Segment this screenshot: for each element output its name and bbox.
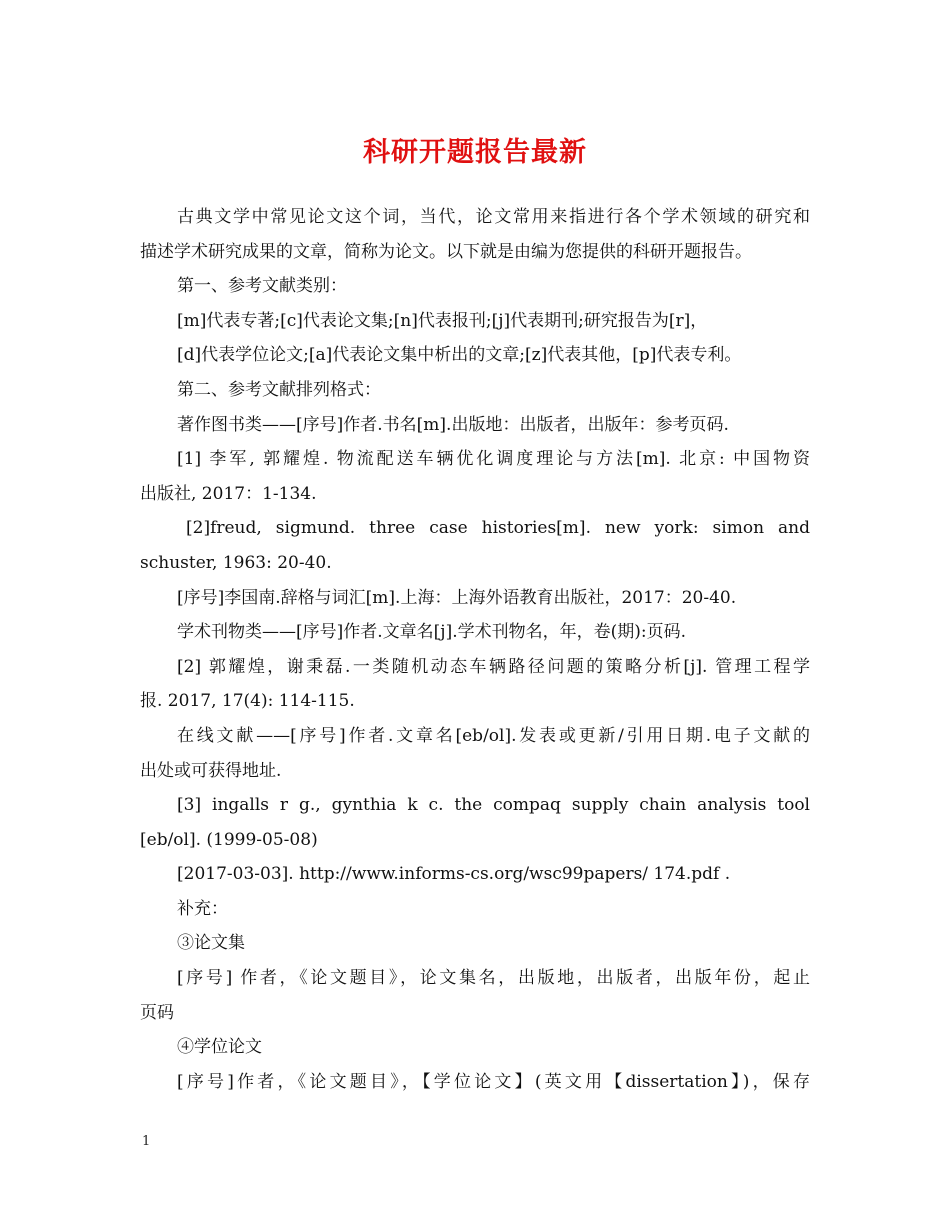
reference-line: [2]freud, sigmund. three case histories[m]. new york: simon and [186, 518, 810, 539]
document-title: 科研开题报告最新 [363, 137, 587, 168]
list-item-heading: ④学位论文 [177, 1037, 262, 1058]
paragraph-line: 出处或可获得地址. [140, 760, 282, 781]
list-item-heading: ③论文集 [177, 933, 245, 954]
reference-line: 出版社, 2017：1-134. [140, 483, 317, 504]
section-heading: 第二、参考文献排列格式： [177, 379, 381, 400]
reference-line: [eb/ol]. (1999-05-08) [140, 829, 318, 850]
reference-line: [序号]李国南.辞格与词汇[m].上海：上海外语教育出版社，2017：20-40. [177, 587, 737, 608]
page-number: 1 [142, 1134, 151, 1149]
paragraph-line: [m]代表专著;[c]代表论文集;[n]代表报刊;[j]代表期刊;研究报告为[r]， [177, 310, 708, 331]
paragraph-line: [序号] 作者，《论文题目》，论文集名，出版地，出版者，出版年份，起止 [177, 968, 810, 989]
paragraph-line: 学术刊物类——[序号]作者.文章名[j].学术刊物名，年，卷(期):页码. [177, 622, 687, 643]
section-heading: 补充： [177, 898, 228, 919]
document-body [140, 200, 810, 1099]
reference-line: schuster, 1963: 20-40. [140, 552, 332, 573]
paragraph-line: 在线文献——[序号]作者.文章名[eb/ol].发表或更新/引用日期.电子文献的 [177, 725, 810, 746]
paragraph-line: [d]代表学位论文;[a]代表论文集中析出的文章;[z]代表其他，[p]代表专利。 [177, 345, 742, 366]
paragraph-line: 古典文学中常见论文这个词，当代，论文常用来指进行各个学术领域的研究和 [177, 207, 810, 227]
reference-line: [3] ingalls r g., gynthia k c. the compaq supply chain analysis tool [177, 795, 810, 816]
paragraph-line: 著作图书类——[序号]作者.书名[m].出版地：出版者，出版年：参考页码. [177, 414, 729, 435]
reference-line: [1] 李军, 郭耀煌. 物流配送车辆优化调度理论与方法[m]. 北京: 中国物资 [177, 449, 810, 470]
paragraph-line: [序号]作者，《论文题目》，【学位论文】(英文用【dissertation】)，保存 [177, 1071, 810, 1092]
paragraph-line: 描述学术研究成果的文章，简称为论文。以下就是由编为您提供的科研开题报告。 [140, 241, 752, 262]
reference-line: [2017-03-03]. http://www.informs-cs.org/wsc99papers/ 174.pdf . [177, 864, 731, 885]
paragraph-line: 页码 [140, 1002, 174, 1023]
section-heading: 第一、参考文献类别： [177, 276, 347, 297]
reference-line: 报. 2017, 17(4): 114-115. [140, 691, 355, 712]
reference-line: [2] 郭耀煌，谢秉磊.一类随机动态车辆路径问题的策略分析[j]. 管理工程学 [177, 656, 810, 677]
